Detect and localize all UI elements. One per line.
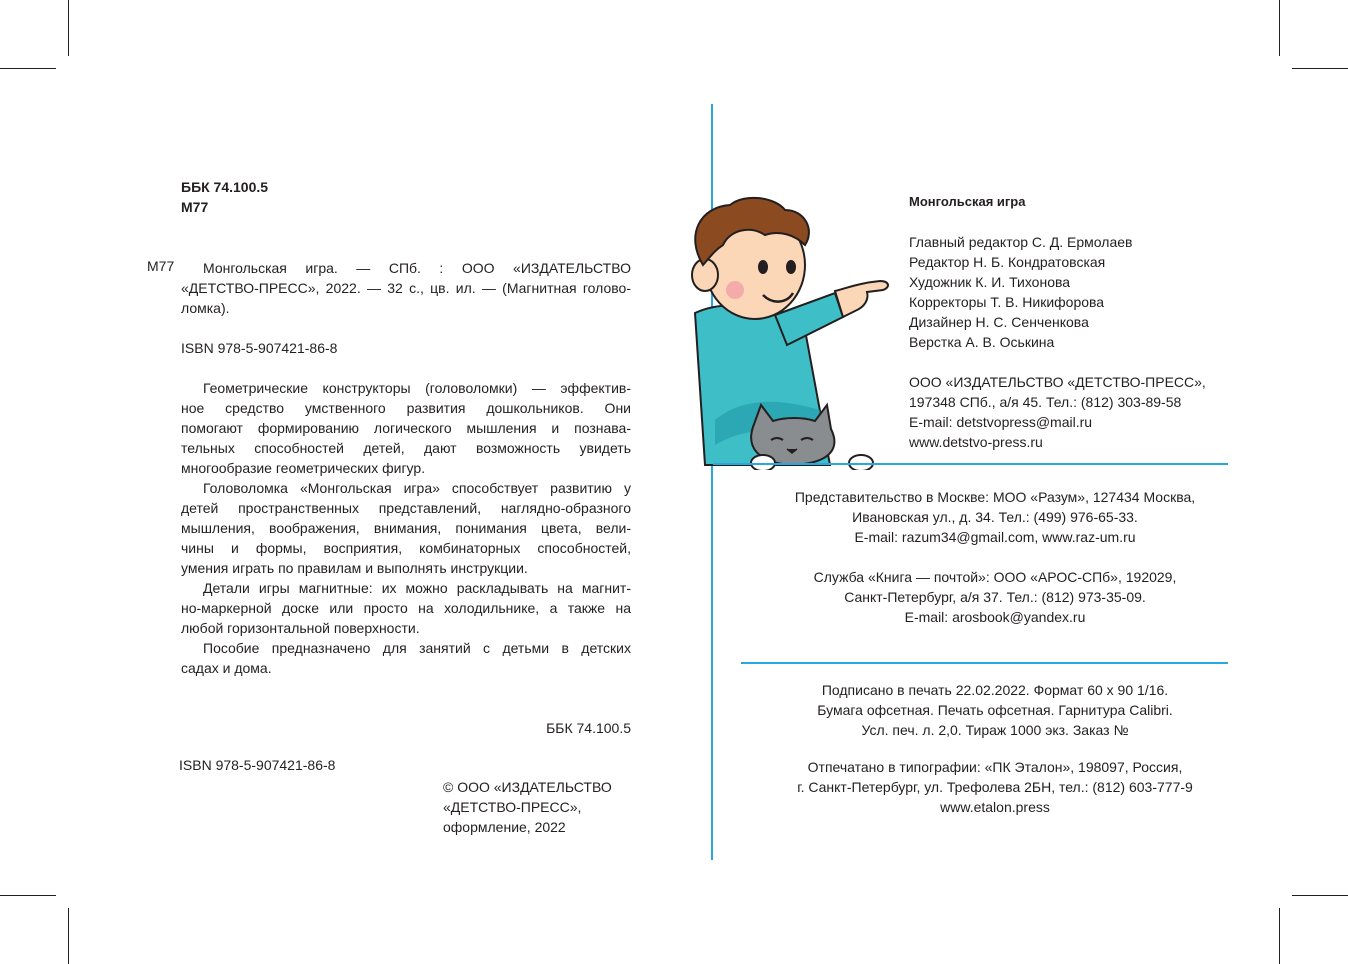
annotation-line: Пособие предназначено для занятий с детьми в детских [203, 640, 631, 656]
mail-line: Служба «Книга — почтой»: ООО «АРОС-СПб», 192029, [813, 569, 1177, 585]
print-info [740, 680, 1250, 740]
rule-after-illustration [713, 463, 1228, 465]
crop-mark-bottom-right-v [1279, 908, 1280, 964]
moscow-line: Представительство в Москве: МОО «Разум», 127434 Москва, [794, 489, 1196, 505]
crop-mark-top-right-h [1292, 68, 1348, 69]
catalog-mark: М77 [147, 258, 175, 274]
copyright-line: © ООО «ИЗДАТЕЛЬСТВО [443, 779, 612, 795]
crop-mark-top-left-v [68, 0, 69, 56]
annotation-line: любой горизонтальной поверхности. [181, 620, 420, 636]
credit-line: Главный редактор С. Д. Ермолаев [909, 234, 1133, 250]
printer-line: Отпечатано в типографии: «ПК Эталон», 198097, Россия, [807, 759, 1183, 775]
bib-line-2: «ДЕТСТВО-ПРЕСС», 2022. — 32 с., цв. ил. — (Магнитная голово- [181, 280, 631, 296]
annotation-line: многообразие геометрических фигур. [181, 460, 426, 476]
credits [909, 232, 1132, 352]
publisher-line: 197348 СПб., а/я 45. Тел.: (812) 303-89-58 [909, 394, 1182, 410]
copyright-line: оформление, 2022 [443, 819, 566, 835]
publisher-line: ООО «ИЗДАТЕЛЬСТВО «ДЕТСТВО-ПРЕСС», [909, 374, 1206, 390]
credit-line: Редактор Н. Б. Кондратовская [909, 254, 1106, 270]
book-title: Монгольская игра [909, 194, 1026, 209]
annotation-line: Детали игры магнитные: их можно раскладывать на магнит- [203, 580, 631, 596]
crop-mark-top-left-h [0, 68, 56, 69]
bib-line-1: Монгольская игра. — СПб. : ООО «ИЗДАТЕЛЬСТВО [203, 260, 631, 276]
annotation-line: чины и формы, восприятия, комбинаторных способностей, [181, 540, 631, 556]
crop-mark-bottom-left-h [0, 895, 56, 896]
bib-line-3: ломка). [181, 300, 230, 316]
boy-pointing-illustration [655, 195, 900, 470]
rule-before-print-info [741, 662, 1228, 664]
isbn: ISBN 978-5-907421-86-8 [181, 340, 338, 356]
mail-line: E-mail: arosbook@yandex.ru [904, 609, 1086, 625]
moscow-office [740, 487, 1250, 547]
annotation-line: детей пространственных представлений, наглядно-образного [181, 500, 631, 516]
annotation-line: помогают формированию логического мышления и познава- [181, 420, 631, 436]
publisher-line: www.detstvo-press.ru [909, 434, 1043, 450]
crop-mark-bottom-left-v [68, 908, 69, 964]
annotation-line: ное средство умственного развития дошкольников. Они [181, 400, 631, 416]
crop-mark-bottom-right-h [1292, 895, 1348, 896]
annotation-line: тельных способностей детей, дают возможность увидеть [181, 440, 631, 456]
credit-line: Художник К. И. Тихонова [909, 274, 1071, 290]
mail-line: Санкт-Петербург, а/я 37. Тел.: (812) 973-35-09. [844, 589, 1146, 605]
print-line: Бумага офсетная. Печать офсетная. Гарнитура Calibri. [817, 702, 1173, 718]
bbk-code: ББК 74.100.5 [181, 179, 269, 195]
crop-mark-top-right-v [1279, 0, 1280, 56]
annotation-line: Геометрические конструкторы (головоломки) — эффектив- [203, 380, 631, 396]
moscow-line: Ивановская ул., д. 34. Тел.: (499) 976-65-33. [852, 509, 1138, 525]
printer-line: www.etalon.press [940, 799, 1050, 815]
publisher-info [909, 372, 1206, 452]
credit-line: Корректоры Т. В. Никифорова [909, 294, 1105, 310]
copyright [443, 777, 612, 837]
annotation-line: садах и дома. [181, 660, 272, 676]
print-line: Усл. печ. л. 2,0. Тираж 1000 экз. Заказ № [861, 722, 1129, 738]
mail-service [740, 567, 1250, 627]
bbk-footer: ББК 74.100.5 [546, 720, 631, 736]
annotation-line: умения играть по правилам и выполнять инструкции. [181, 560, 528, 576]
printer-info [740, 757, 1250, 817]
author-mark: М77 [181, 199, 209, 215]
print-line: Подписано в печать 22.02.2022. Формат 60 х 90 1/16. [821, 682, 1169, 698]
credit-line: Верстка А. В. Оськина [909, 334, 1055, 350]
moscow-line: E-mail: razum34@gmail.com, www.raz-um.ru [854, 529, 1136, 545]
annotation-line: мышления, воображения, внимания, понимания цвета, вели- [181, 520, 631, 536]
printer-line: г. Санкт-Петербург, ул. Трефолева 2БН, тел.: (812) 603-777-9 [797, 779, 1193, 795]
publisher-line: E-mail: detstvopress@mail.ru [909, 414, 1093, 430]
copyright-line: «ДЕТСТВО-ПРЕСС», [443, 799, 582, 815]
isbn-footer: ISBN 978-5-907421-86-8 [179, 757, 336, 773]
annotation-line: но-маркерной доске или просто на холодильнике, а также на [181, 600, 631, 616]
credit-line: Дизайнер Н. С. Сенченкова [909, 314, 1089, 330]
annotation-line: Головоломка «Монгольская игра» способствует развитию у [203, 480, 631, 496]
